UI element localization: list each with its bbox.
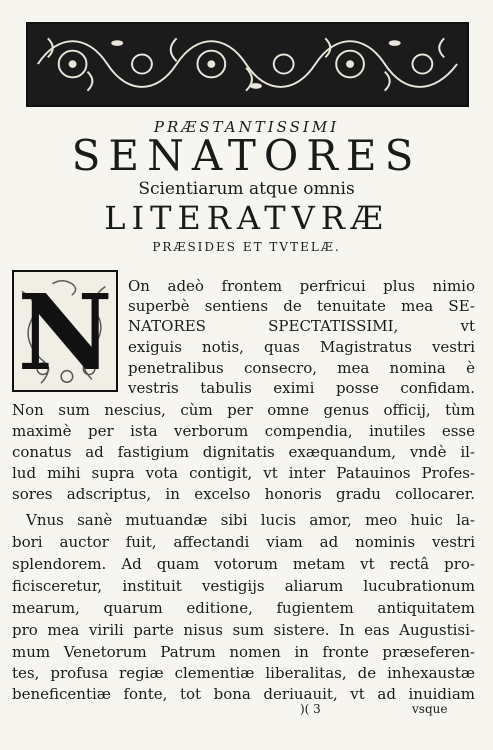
text-line: mum Venetorum Patrum nomen in fronte præseferen- (12, 643, 475, 661)
text-line: ficisceretur, instituit vestigijs aliarum lucubrationum (12, 577, 475, 595)
dedication-title: SENATORES (71, 131, 422, 180)
dedication-line-4: LITERATVRÆ (104, 199, 389, 237)
text-line: Vnus sanè mutuandæ sibi lucis amor, meo huic la- (26, 511, 475, 529)
ornament-vine-pattern (28, 24, 467, 105)
text-line: maximè per ista verborum compendia, inutiles esse (12, 422, 475, 440)
text-line: bori auctor fuit, affectandi viam ad nominis vestri (12, 533, 475, 551)
text-line: beneficentiæ fonte, tot bona deriuauit, vt ad inuidiam (12, 685, 475, 703)
initial-letter: N (17, 271, 113, 394)
text-line: vestris tabulis eximi posse confidam. (128, 379, 475, 397)
text-line: conatus ad fastigium dignitatis exæquandum, vndè il- (12, 443, 475, 461)
text-line: exiguis notis, quas Magistratus vestri (128, 338, 475, 356)
text-line: pro mea virili parte nisus sum sistere. In eas Augustisi- (12, 621, 475, 639)
dedication-line-3: Scientiarum atque omnis (138, 179, 355, 199)
text-line: NATORES SPECTATISSIMI, vt (128, 317, 475, 335)
text-line: tes, profusa regiæ clementiæ liberalitas, de inhexaustæ (12, 664, 475, 682)
signature-mark: )( 3 (300, 702, 321, 716)
text-line: lud mihi supra vota contigit, vt inter Patauinos Profes- (12, 464, 475, 482)
text-line: splendorem. Ad quam votorum metam vt rectâ pro- (12, 555, 475, 573)
text-line: penetralibus consecro, mea nomina è (128, 359, 475, 377)
text-line: superbè sentiens de tenuitate mea SE- (128, 297, 475, 315)
dedication-line-1: PRÆSTANTISSIMI (153, 118, 340, 136)
text-line: On adeò frontem perfricui plus nimio (128, 277, 475, 295)
text-line: mearum, quarum editione, fugientem antiquitatem (12, 599, 475, 617)
text-line: sores adscriptus, in excelso honoris gradu collocarer. (12, 485, 475, 503)
text-line: Non sum nescius, cùm per omne genus officij, tùm (12, 401, 475, 419)
decorated-initial (12, 270, 118, 392)
dedication-line-5: PRÆSIDES ET TVTELÆ. (152, 240, 341, 254)
ornamental-header-band (26, 22, 469, 107)
catchword: vsque (412, 702, 448, 716)
